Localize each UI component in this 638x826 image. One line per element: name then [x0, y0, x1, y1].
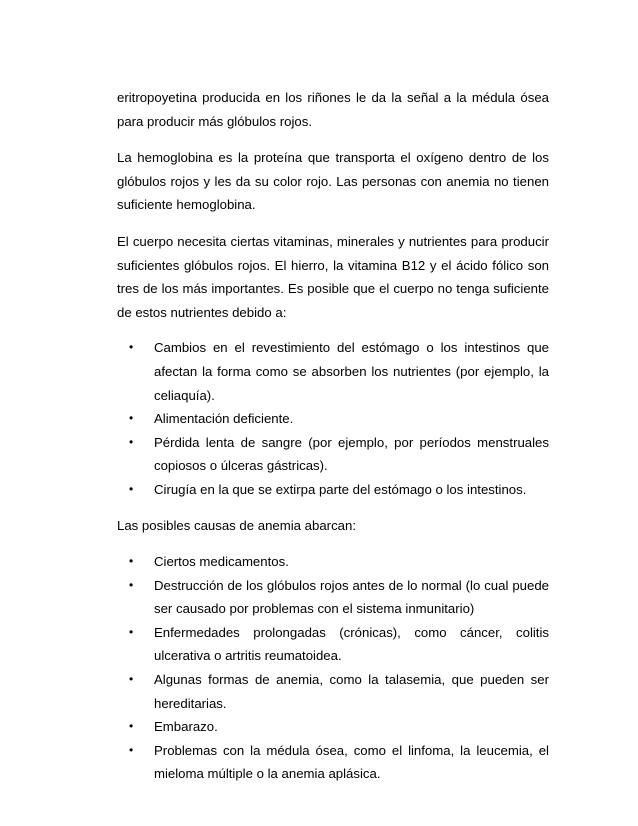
list-item-text: Alimentación deficiente. — [154, 411, 294, 427]
list-item-text: Ciertos medicamentos. — [154, 554, 289, 570]
list-item — [117, 407, 549, 431]
paragraph-causes-intro: Las posibles causas de anemia abarcan: — [117, 517, 356, 533]
bullet-icon: • — [129, 672, 134, 687]
list-item — [117, 478, 549, 502]
list-item-text: Cambios en el revestimiento del estómago o los intestinos que afectan la forma como se absorben los nutrientes (por ejemplo, la celiaquía). — [154, 340, 549, 403]
list-item-text: Embarazo. — [154, 719, 218, 735]
bullet-icon: • — [129, 481, 134, 496]
bullet-icon: • — [129, 434, 134, 449]
nutrient-causes-list — [117, 336, 549, 501]
document-page — [117, 86, 549, 798]
list-item — [117, 431, 549, 478]
paragraph-hemoglobin: La hemoglobina es la proteína que transporta el oxígeno dentro de los glóbulos rojos y les da su color rojo. Las personas con anemia no tienen suficiente hemoglobina. — [117, 150, 549, 213]
bullet-icon: • — [129, 340, 134, 355]
list-item-text: Problemas con la médula ósea, como el linfoma, la leucemia, el mieloma múltiple o la anemia aplásica. — [154, 742, 549, 782]
bullet-icon: • — [129, 742, 134, 757]
bullet-icon: • — [129, 624, 134, 639]
list-item — [117, 574, 549, 621]
list-item — [117, 336, 549, 407]
paragraph-erythropoietin: eritropoyetina producida en los riñones le da la señal a la médula ósea para producir más glóbulos rojos. — [117, 90, 549, 129]
list-item — [117, 715, 549, 739]
list-item — [117, 668, 549, 715]
list-item-text: Destrucción de los glóbulos rojos antes de lo normal (lo cual puede ser causado por problemas con el sistema inmunitario) — [154, 577, 549, 617]
list-item — [117, 621, 549, 668]
bullet-icon: • — [129, 577, 134, 592]
bullet-icon: • — [129, 554, 134, 569]
list-item — [117, 550, 549, 574]
list-item-text: Pérdida lenta de sangre (por ejemplo, por períodos menstruales copiosos o úlceras gástricas). — [154, 434, 549, 474]
list-item-text: Enfermedades prolongadas (crónicas), como cáncer, colitis ulcerativa o artritis reumatoidea. — [154, 624, 549, 664]
bullet-icon: • — [129, 411, 134, 426]
paragraph-nutrients: El cuerpo necesita ciertas vitaminas, minerales y nutrientes para producir suficientes glóbulos rojos. El hierro, la vitamina B12 y el ácido fólico son tres de los más importantes. Es posible que el cuerpo no tenga suficiente de estos nutrientes debido a: — [117, 233, 549, 320]
list-item-text: Cirugía en la que se extirpa parte del estómago o los intestinos. — [154, 481, 527, 497]
list-item-text: Algunas formas de anemia, como la talasemia, que pueden ser hereditarias. — [154, 672, 549, 711]
bullet-icon: • — [129, 719, 134, 734]
list-item — [117, 739, 549, 786]
anemia-causes-list — [117, 550, 549, 786]
